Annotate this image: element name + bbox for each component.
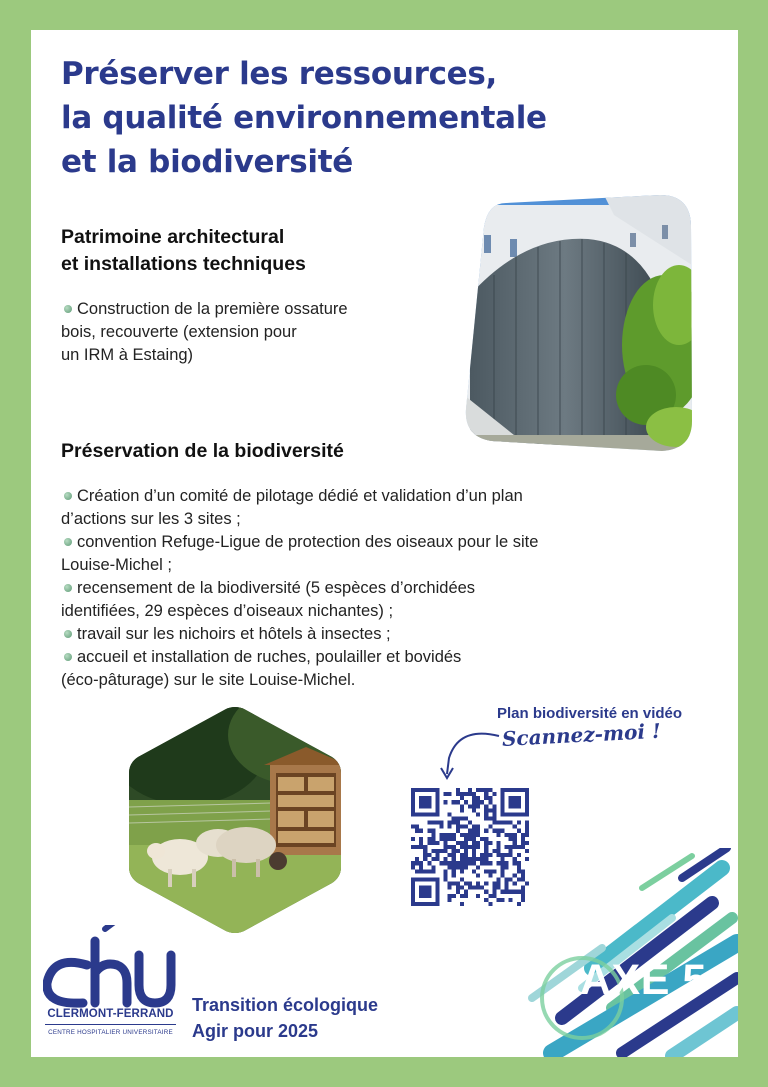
bullet-icon [64, 630, 72, 638]
bullet-icon [64, 538, 72, 546]
qr-code[interactable] [411, 788, 529, 906]
title-line: la qualité environnementale [61, 100, 547, 136]
list-item-text: (éco-pâturage) sur le site Louise-Michel. [61, 671, 356, 689]
building-photo [464, 195, 692, 453]
list-item-text: un IRM à Estaing) [61, 346, 194, 364]
list-item-text: accueil et installation de ruches, poulailler et bovidés [77, 648, 462, 666]
list-item [61, 577, 538, 623]
poster-sheet [31, 30, 738, 1057]
list-item [61, 646, 538, 692]
logo-subtitle: CENTRE HOSPITALIER UNIVERSITAIRE [48, 1029, 173, 1036]
tagline-line: Agir pour 2025 [192, 1021, 319, 1041]
bullet-icon [64, 653, 72, 661]
list-item [61, 531, 538, 577]
list-item-text: recensement de la biodiversité (5 espèces d’orchidées [77, 579, 476, 597]
list-item-text: d’actions sur les 3 sites ; [61, 510, 241, 528]
logo-name: CLERMONT-FERRAND [47, 1008, 174, 1020]
sheep-photo [128, 705, 342, 935]
list-item-text: convention Refuge-Ligue de protection des oiseaux pour le site [77, 533, 539, 551]
title-line: et la biodiversité [61, 144, 353, 180]
biodiversity-list [61, 485, 538, 692]
heritage-list [61, 298, 348, 367]
list-item-text: travail sur les nichoirs et hôtels à insectes ; [77, 625, 391, 643]
logo-divider [45, 1024, 176, 1025]
list-item-text: Création d’un comité de pilotage dédié et validation d’un plan [77, 487, 523, 505]
axis-badge: AXE 5 [580, 956, 707, 1004]
bullet-icon [64, 584, 72, 592]
arrow-icon [429, 728, 509, 784]
section-heading-heritage [61, 224, 306, 278]
list-item [61, 298, 348, 367]
bullet-icon [64, 492, 72, 500]
section-heading-biodiversity: Préservation de la biodiversité [61, 440, 344, 462]
title-line: Préserver les ressources, [61, 56, 498, 92]
page-title [61, 52, 681, 184]
stripes-decoration [522, 848, 738, 1057]
list-item-text: bois, recouverte (extension pour [61, 323, 297, 341]
heading-line: Patrimoine architectural [61, 226, 285, 248]
bullet-icon [64, 305, 72, 313]
list-item-text: Louise-Michel ; [61, 556, 172, 574]
footer-tagline [192, 992, 378, 1044]
list-item [61, 623, 538, 646]
heading-line: et installations techniques [61, 253, 306, 275]
video-label: Plan biodiversité en vidéo [497, 705, 683, 722]
scan-cta: Scannez-moi ! [501, 718, 662, 751]
tagline-line: Transition écologique [192, 995, 379, 1015]
list-item [61, 485, 538, 531]
list-item-text: identifiées, 29 espèces d’oiseaux nichantes) ; [61, 602, 394, 620]
list-item-text: Construction de la première ossature [77, 300, 348, 318]
